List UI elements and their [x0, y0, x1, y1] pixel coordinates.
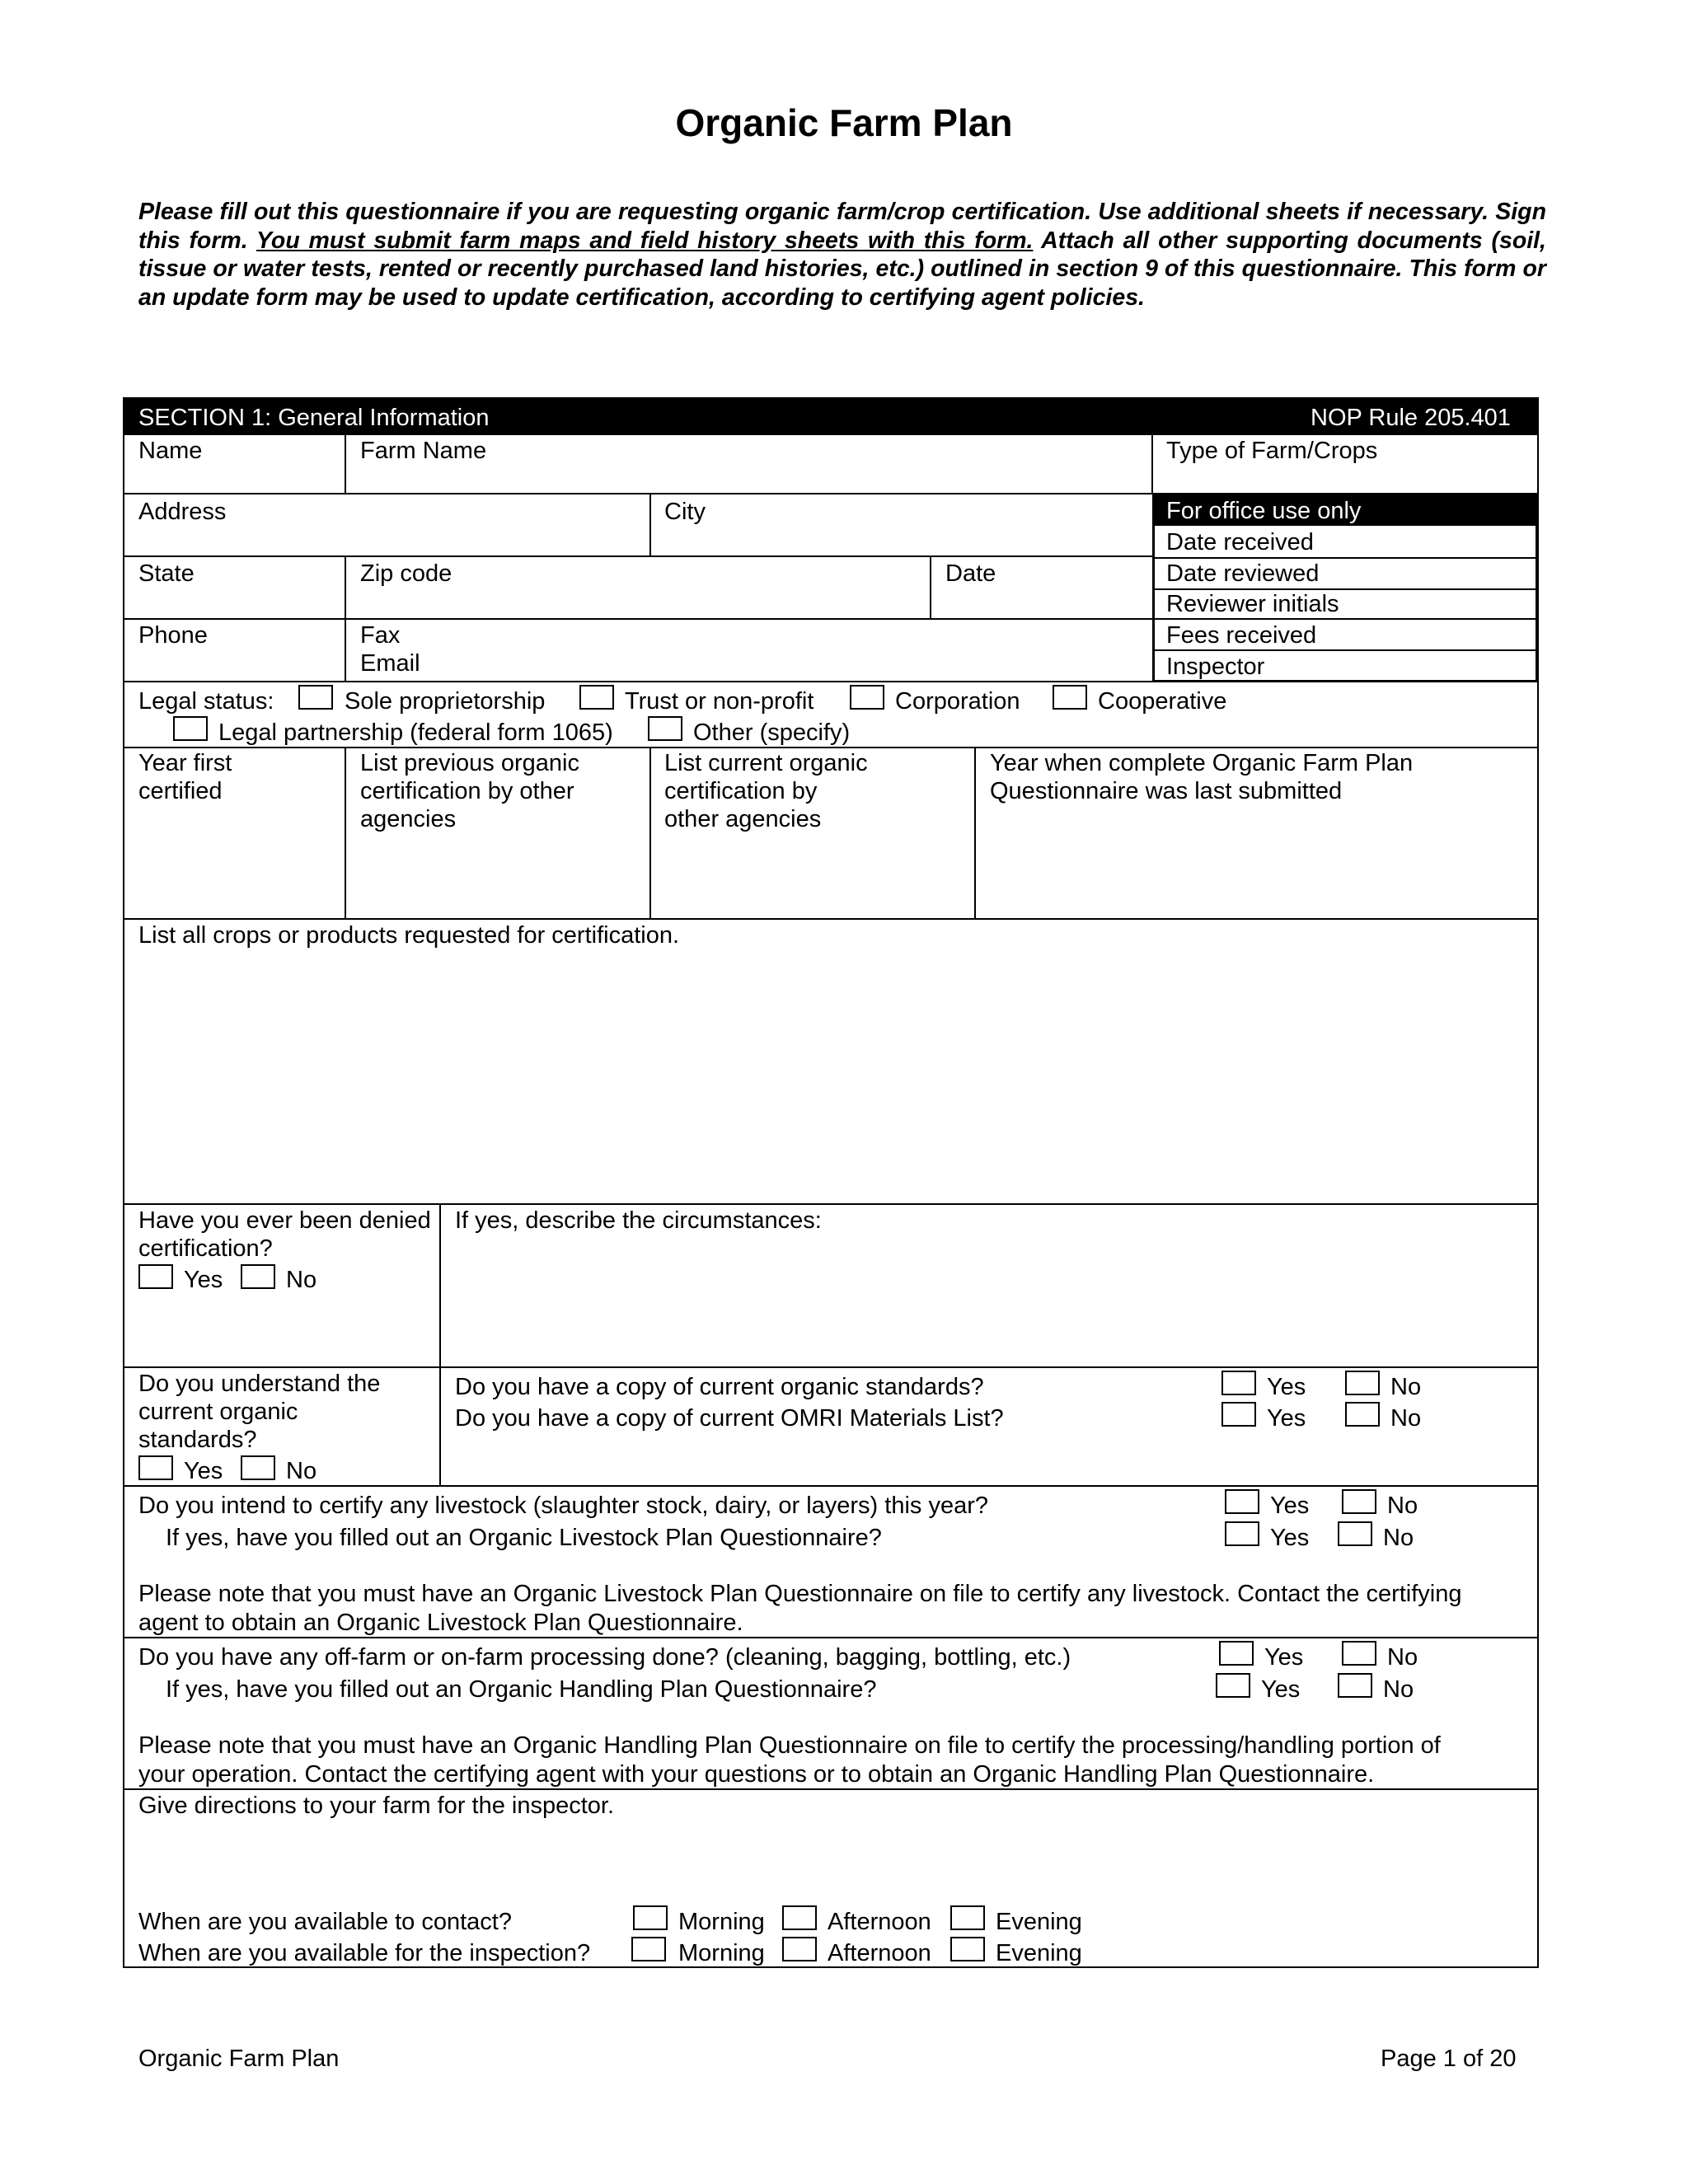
livestock-yes-checkbox[interactable] [1225, 1489, 1259, 1514]
name-label: Name [138, 438, 203, 464]
contact-afternoon-label: Afternoon [828, 1909, 931, 1935]
copy-omri-yes-label: Yes [1267, 1405, 1306, 1432]
intro-text-2: Attach all other supporting documents (soil, tissue or water tests, rented or recently purchased land histories, etc.) outlined in section 9 of this questionnaire. This form or an update form may be used to update certification, according to certifying agent policies. [138, 227, 1546, 311]
contact-question: When are you available to contact? [138, 1909, 512, 1935]
other-checkbox[interactable] [648, 716, 682, 741]
understand-yes-label: Yes [184, 1458, 223, 1484]
copy-standards-yes-checkbox[interactable] [1221, 1371, 1256, 1395]
understand-no-label: No [286, 1458, 317, 1484]
prev-cert-label: List previous organic certification by other agencies [360, 750, 579, 832]
copy-standards-label: Do you have a copy of current organic standards? [455, 1374, 984, 1400]
legal-partnership-checkbox[interactable] [173, 716, 208, 741]
state-label: State [138, 560, 195, 587]
last-submitted-label: Year when complete Organic Farm Plan Questionnaire was last submitted [990, 750, 1414, 804]
office-use-header: For office use only [1166, 498, 1362, 524]
copy-standards-no-checkbox[interactable] [1345, 1371, 1380, 1395]
legal-status-label: Legal status: [138, 688, 274, 715]
intro-paragraph [138, 198, 1546, 312]
inspection-morning-label: Morning [678, 1940, 765, 1966]
understand-label: Do you understand the current organic standards? [138, 1371, 381, 1453]
copy-standards-yes-label: Yes [1267, 1374, 1306, 1400]
livestock-plan-no-checkbox[interactable] [1338, 1521, 1372, 1546]
year-first-label: Year first certified [138, 750, 232, 804]
understand-yes-checkbox[interactable] [138, 1455, 173, 1480]
inspection-evening-label: Evening [996, 1940, 1082, 1966]
inspection-morning-checkbox[interactable] [631, 1937, 666, 1961]
denied-describe-label: If yes, describe the circumstances: [455, 1207, 822, 1234]
type-farm-label: Type of Farm/Crops [1166, 438, 1378, 464]
livestock-no-label: No [1387, 1493, 1418, 1519]
sole-proprietorship-label: Sole proprietorship [345, 688, 546, 715]
livestock-note-1: Please note that you must have an Organic Livestock Plan Questionnaire on file to certify any livestock. Contact the certifying [138, 1581, 1462, 1607]
corporation-checkbox[interactable] [850, 685, 884, 710]
copy-omri-yes-checkbox[interactable] [1221, 1402, 1256, 1427]
inspection-afternoon-label: Afternoon [828, 1940, 931, 1966]
copy-omri-label: Do you have a copy of current OMRI Materials List? [455, 1405, 1004, 1432]
intro-text-1: Please fill out this questionnaire if you are requesting organic farm/crop certification. Use additional sheets if necessary. Sign this form. [138, 199, 1546, 254]
directions-label: Give directions to your farm for the inspector. [138, 1793, 615, 1819]
inspection-afternoon-checkbox[interactable] [782, 1937, 817, 1961]
livestock-plan-question: If yes, have you filled out an Organic Livestock Plan Questionnaire? [166, 1525, 882, 1551]
copy-omri-no-checkbox[interactable] [1345, 1402, 1380, 1427]
office-reviewer-initials: Reviewer initials [1166, 591, 1339, 617]
city-label: City [664, 499, 706, 525]
livestock-no-checkbox[interactable] [1342, 1489, 1376, 1514]
table-bottom-border [123, 1966, 1539, 1968]
contact-evening-label: Evening [996, 1909, 1082, 1935]
denied-label: Have you ever been denied certification? [138, 1207, 431, 1262]
processing-note-1: Please note that you must have an Organic Handling Plan Questionnaire on file to certify the processing/handling portion of [138, 1732, 1441, 1759]
livestock-note-2: agent to obtain an Organic Livestock Plan Questionnaire. [138, 1610, 743, 1636]
office-fees-received: Fees received [1166, 622, 1317, 649]
address-label: Address [138, 499, 227, 525]
denied-no-checkbox[interactable] [241, 1264, 275, 1289]
farm-name-label: Farm Name [360, 438, 487, 464]
processing-yes-checkbox[interactable] [1219, 1641, 1254, 1666]
processing-question: Do you have any off-farm or on-farm processing done? (cleaning, bagging, bottling, etc.) [138, 1644, 1071, 1671]
left-border [123, 435, 124, 1968]
processing-yes-label: Yes [1264, 1644, 1304, 1671]
processing-plan-yes-checkbox[interactable] [1216, 1673, 1250, 1698]
trust-checkbox[interactable] [579, 685, 614, 710]
sole-proprietorship-checkbox[interactable] [298, 685, 333, 710]
cooperative-checkbox[interactable] [1053, 685, 1087, 710]
processing-plan-question: If yes, have you filled out an Organic Handling Plan Questionnaire? [166, 1676, 877, 1703]
crops-list-label: List all crops or products requested for certification. [138, 922, 680, 949]
curr-cert-label: List current organic certification by other agencies [664, 750, 868, 832]
office-inspector: Inspector [1166, 654, 1265, 680]
copy-standards-no-label: No [1390, 1374, 1422, 1400]
page-title: Organic Farm Plan [675, 101, 1013, 144]
livestock-question: Do you intend to certify any livestock (slaughter stock, dairy, or layers) this year? [138, 1493, 989, 1519]
footer-left: Organic Farm Plan [138, 2046, 340, 2072]
office-date-received: Date received [1166, 529, 1314, 555]
livestock-plan-yes-label: Yes [1270, 1525, 1310, 1551]
contact-morning-checkbox[interactable] [633, 1905, 668, 1930]
denied-no-label: No [286, 1267, 317, 1293]
office-date-reviewed: Date reviewed [1166, 560, 1320, 587]
fax-label: Fax [360, 622, 401, 649]
corporation-label: Corporation [895, 688, 1020, 715]
processing-plan-no-checkbox[interactable] [1338, 1673, 1372, 1698]
email-label: Email [360, 650, 420, 677]
livestock-plan-no-label: No [1383, 1525, 1414, 1551]
livestock-plan-yes-checkbox[interactable] [1225, 1521, 1259, 1546]
processing-note-2: your operation. Contact the certifying agent with your questions or to obtain an Organic Handling Plan Questionnaire. [138, 1761, 1375, 1788]
legal-partnership-label: Legal partnership (federal form 1065) [218, 719, 613, 746]
contact-morning-label: Morning [678, 1909, 765, 1935]
footer-page-number: Page 1 of 20 [1381, 2046, 1517, 2072]
livestock-yes-label: Yes [1270, 1493, 1310, 1519]
other-label: Other (specify) [693, 719, 851, 746]
zip-label: Zip code [360, 560, 452, 587]
intro-underlined: You must submit farm maps and field history sheets with this form. [256, 227, 1034, 254]
section-title: SECTION 1: General Information [138, 405, 490, 431]
date-label: Date [945, 560, 996, 587]
processing-plan-no-label: No [1383, 1676, 1414, 1703]
copy-omri-no-label: No [1390, 1405, 1422, 1432]
inspection-question: When are you available for the inspection? [138, 1940, 591, 1966]
processing-no-checkbox[interactable] [1342, 1641, 1376, 1666]
cooperative-label: Cooperative [1098, 688, 1227, 715]
denied-yes-label: Yes [184, 1267, 223, 1293]
nop-rule: NOP Rule 205.401 [1311, 405, 1511, 431]
processing-no-label: No [1387, 1644, 1418, 1671]
phone-label: Phone [138, 622, 208, 649]
inspection-evening-checkbox[interactable] [950, 1937, 985, 1961]
understand-no-checkbox[interactable] [241, 1455, 275, 1480]
trust-label: Trust or non-profit [625, 688, 814, 715]
processing-plan-yes-label: Yes [1261, 1676, 1301, 1703]
contact-evening-checkbox[interactable] [950, 1905, 985, 1930]
denied-yes-checkbox[interactable] [138, 1264, 173, 1289]
contact-afternoon-checkbox[interactable] [782, 1905, 817, 1930]
